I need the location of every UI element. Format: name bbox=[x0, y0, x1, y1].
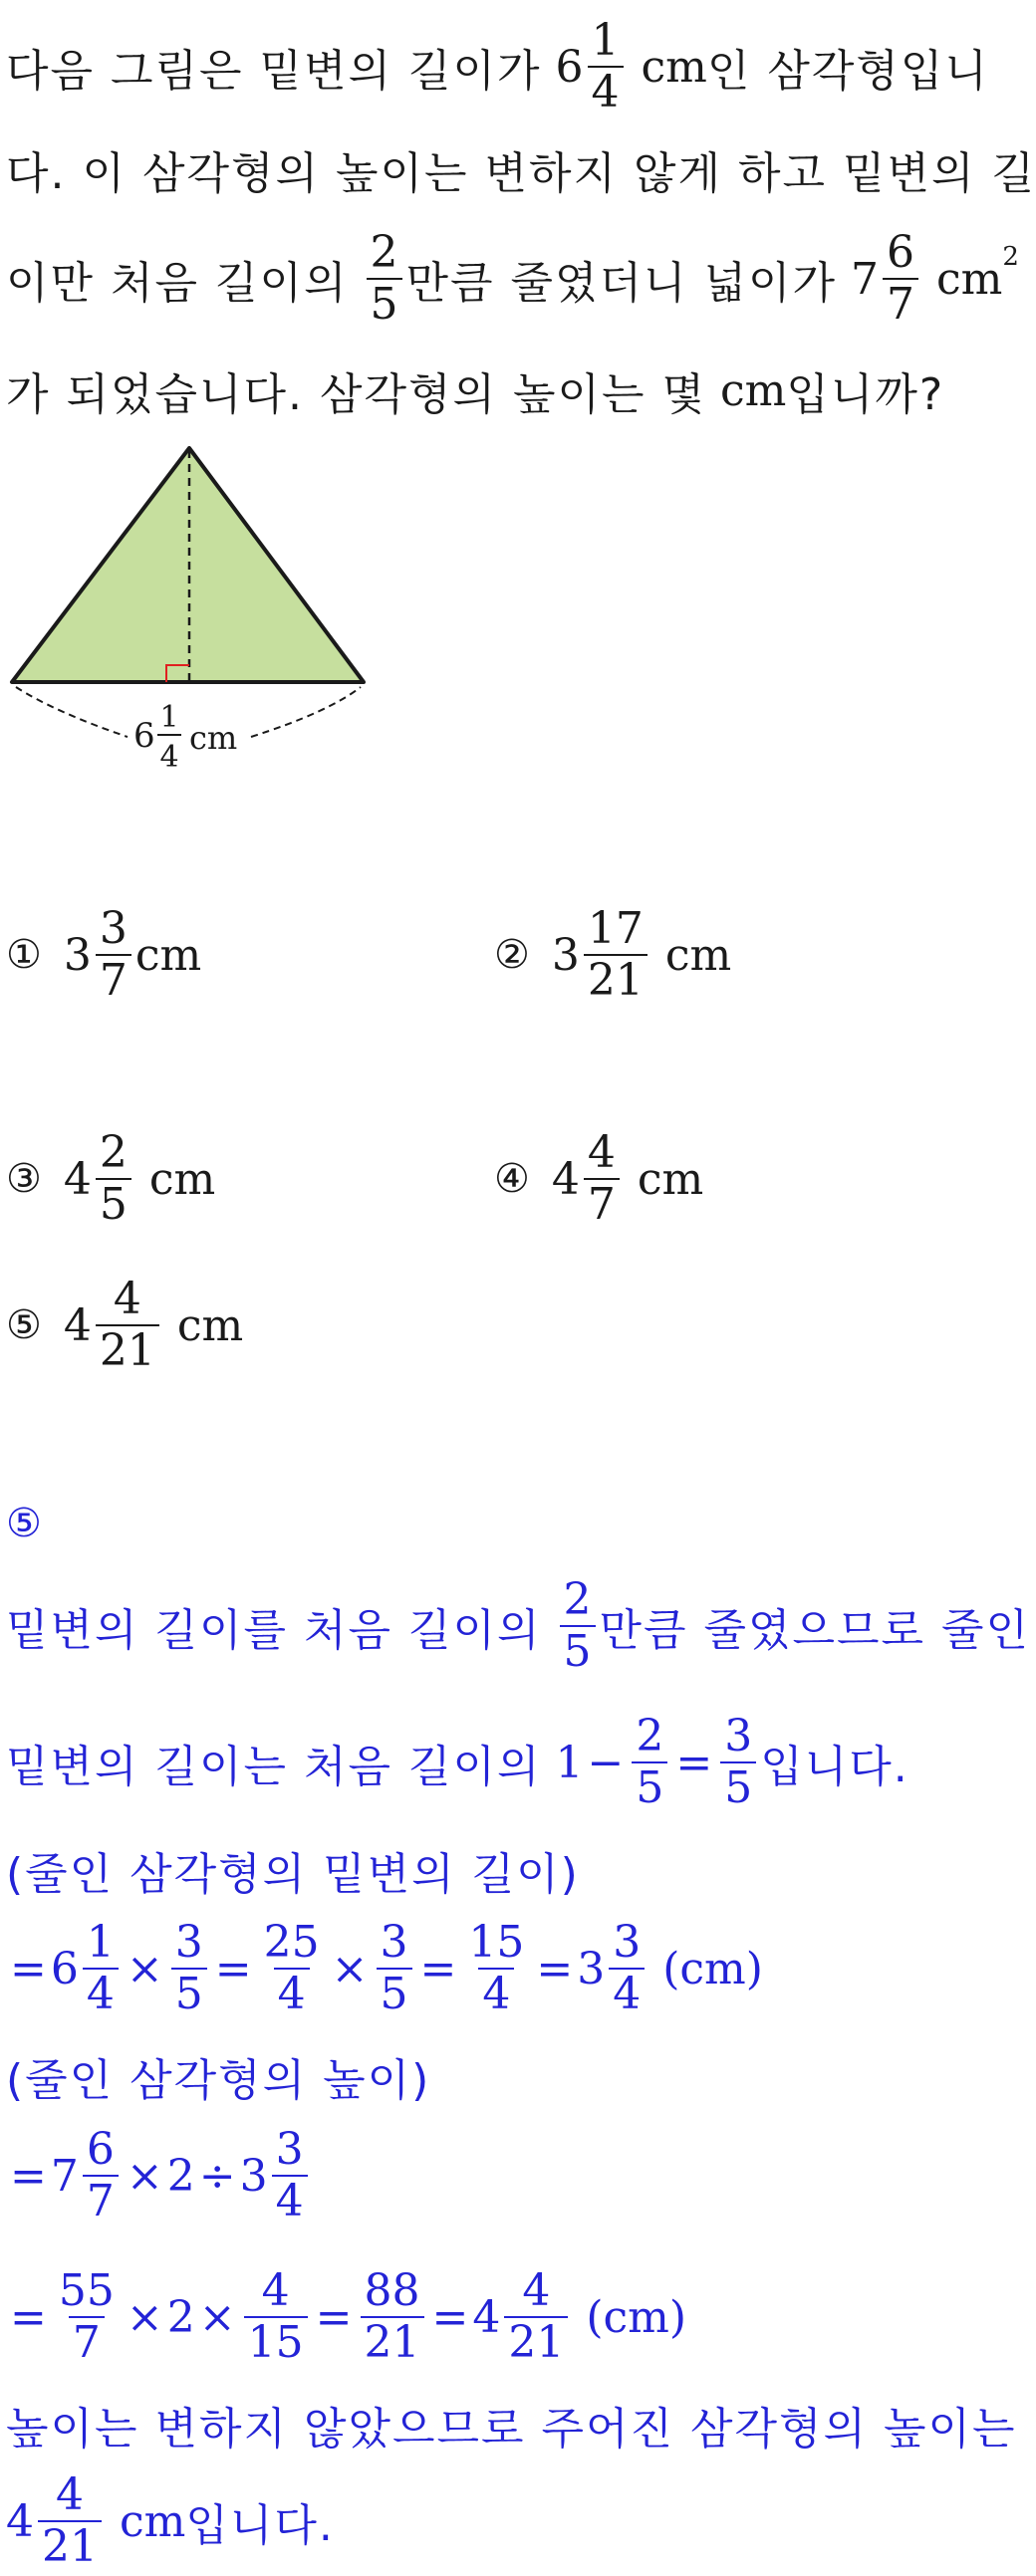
number: 2 bbox=[166, 2150, 195, 2202]
choice-3[interactable] bbox=[6, 1127, 216, 1231]
fraction: $\frac{2}{5}$ bbox=[96, 1130, 131, 1228]
mixed-number-whole: 4 bbox=[63, 1299, 92, 1351]
solution-line-7: = $\frac{55}{7}$ × 2 × $\frac{4}{15}$ = $\frac{88}{21}$ = 4 $\frac{4}{21}$ (cm) bbox=[10, 2264, 687, 2368]
solution-text: 입니다. bbox=[185, 2500, 335, 2551]
number: 4 bbox=[6, 2495, 34, 2547]
solution-line-1 bbox=[6, 1571, 1030, 1681]
question-line-4 bbox=[6, 351, 944, 430]
question-text: 만큼 줄였더니 넓이가 bbox=[405, 258, 838, 309]
solution-text: (줄인 삼각형의 높이) bbox=[6, 2055, 431, 2106]
number: 3 bbox=[239, 2150, 268, 2202]
question-text: 인 삼각형입니 bbox=[706, 46, 989, 97]
fraction: $\frac{2}{5}$ bbox=[632, 1714, 667, 1811]
answer-value: ⑤ bbox=[6, 1501, 42, 1546]
fraction: $\frac{3}{4}$ bbox=[609, 1920, 645, 2017]
superscript: 2 bbox=[1002, 242, 1019, 272]
answer-marker bbox=[6, 1494, 64, 1553]
number: 4 bbox=[472, 2291, 501, 2343]
choice-5[interactable] bbox=[6, 1274, 244, 1377]
base-dimension-right bbox=[251, 687, 361, 737]
question-line-3 bbox=[6, 224, 1019, 334]
fraction: $\frac{6}{7}$ bbox=[83, 2127, 119, 2225]
fraction: $\frac{55}{7}$ bbox=[58, 2264, 115, 2368]
fraction: $\frac{2}{5}$ bbox=[560, 1577, 596, 1675]
number: 6 bbox=[50, 1943, 79, 1994]
unit-cm: cm bbox=[720, 364, 787, 416]
fraction: $\frac{88}{21}$ bbox=[361, 2268, 424, 2366]
choice-1[interactable] bbox=[6, 903, 202, 1007]
base-label-unit: cm bbox=[189, 719, 238, 757]
number: 3 bbox=[577, 1943, 606, 1994]
mixed-number-whole: 3 bbox=[63, 929, 92, 981]
choice-marker: ④ bbox=[494, 1156, 530, 1203]
choice-2[interactable] bbox=[494, 903, 732, 1007]
question-text: 입니까? bbox=[786, 369, 945, 420]
solution-text: (줄인 삼각형의 밑변의 길이) bbox=[6, 1849, 580, 1900]
mixed-number-whole: 3 bbox=[551, 929, 580, 981]
triangle bbox=[12, 448, 364, 682]
unit-cm: cm bbox=[936, 253, 1003, 305]
number: 1 bbox=[555, 1737, 584, 1788]
unit-cm: cm bbox=[637, 1153, 704, 1205]
unit-cm: cm bbox=[176, 1299, 244, 1351]
question-text: 다음 그림은 밑변의 길이가 bbox=[6, 46, 542, 97]
fraction: $\frac{4}{15}$ bbox=[244, 2268, 308, 2366]
question-text: 다. 이 삼각형의 높이는 변하지 않게 하고 밑변의 길 bbox=[6, 148, 1036, 199]
question-line-1 bbox=[6, 12, 989, 121]
solution-text: 입니다. bbox=[760, 1742, 909, 1792]
base-label-whole: 6 bbox=[133, 716, 155, 756]
solution-line-6: = 7 $\frac{6}{7}$ × 2 ÷ 3 $\frac{3}{4}$ bbox=[6, 2121, 312, 2230]
solution-line-5 bbox=[6, 2046, 430, 2106]
solution-line-9 bbox=[6, 2467, 335, 2575]
unit-cm: cm bbox=[134, 929, 202, 981]
mixed-number-whole: 7 bbox=[851, 253, 880, 305]
fraction: $\frac{4}{21}$ bbox=[96, 1277, 159, 1374]
fraction: $\frac{3}{5}$ bbox=[171, 1920, 207, 2017]
number: 2 bbox=[166, 2291, 195, 2343]
choice-4[interactable] bbox=[494, 1127, 704, 1231]
fraction: $\frac{3}{4}$ bbox=[272, 2127, 308, 2225]
fraction: $\frac{4}{7}$ bbox=[584, 1130, 620, 1228]
question-text: 이만 처음 길이의 bbox=[6, 258, 349, 309]
question-line-2 bbox=[6, 129, 1036, 209]
solution-line-2: 밑변의 길이는 처음 길이의 1 − $\frac{2}{5}$ = $\frac{3}{5}$ 입니다. bbox=[6, 1710, 909, 1813]
fraction: $\frac{15}{4}$ bbox=[468, 1916, 525, 2019]
fraction: $\frac{17}{21}$ bbox=[584, 906, 648, 1004]
choice-marker: ② bbox=[494, 932, 530, 979]
base-dimension-left bbox=[16, 687, 128, 737]
fraction: $\frac{3}{5}$ bbox=[377, 1920, 412, 2017]
unit-cm: cm bbox=[120, 2495, 186, 2547]
fraction: $\frac{1}{4}$ bbox=[83, 1920, 119, 2017]
solution-line-4: = 6 $\frac{1}{4}$ × $\frac{3}{5}$ = $\frac{25}{4}$ × $\frac{3}{5}$ = $\frac{15}{4}$ = 3 $\frac{3}{4}$ (cm) bbox=[10, 1916, 763, 2019]
unit-cm: (cm) bbox=[586, 2291, 687, 2343]
unit-cm: cm bbox=[641, 41, 707, 93]
solution-line-8 bbox=[6, 2390, 1017, 2459]
number: 7 bbox=[50, 2150, 79, 2202]
base-label-den: 4 bbox=[159, 740, 179, 775]
question-text: 가 되었습니다. 삼각형의 높이는 몇 bbox=[6, 369, 706, 420]
mixed-number-whole: 4 bbox=[63, 1153, 92, 1205]
mixed-number-whole: 6 bbox=[555, 41, 584, 93]
triangle-figure bbox=[0, 438, 379, 797]
solution-line-3 bbox=[6, 1840, 580, 1900]
solution-text: 만큼 줄였으므로 줄인 bbox=[599, 1605, 1031, 1656]
fraction: $\frac{2}{5}$ bbox=[367, 230, 402, 328]
base-label-num: 1 bbox=[159, 700, 179, 735]
fraction: $\frac{3}{7}$ bbox=[96, 906, 131, 1004]
unit-cm: cm bbox=[148, 1153, 216, 1205]
solution-text: 높이는 변하지 않았으므로 주어진 삼각형의 높이는 bbox=[6, 2404, 1017, 2455]
unit-cm: (cm) bbox=[662, 1943, 763, 1994]
fraction: $\frac{4}{21}$ bbox=[504, 2268, 568, 2366]
unit-cm: cm bbox=[664, 929, 732, 981]
fraction: $\frac{3}{5}$ bbox=[720, 1714, 756, 1811]
choice-marker: ③ bbox=[6, 1156, 42, 1203]
fraction: $\frac{4}{21}$ bbox=[38, 2472, 102, 2570]
solution-text: 밑변의 길이는 처음 길이의 bbox=[6, 1742, 542, 1792]
choice-marker: ⑤ bbox=[6, 1302, 42, 1349]
mixed-number-whole: 4 bbox=[551, 1153, 580, 1205]
fraction: $\frac{6}{7}$ bbox=[883, 230, 918, 328]
fraction: $\frac{25}{4}$ bbox=[263, 1916, 320, 2019]
fraction: $\frac{1}{4}$ bbox=[588, 18, 624, 116]
choice-marker: ① bbox=[6, 932, 42, 979]
solution-text: 밑변의 길이를 처음 길이의 bbox=[6, 1605, 542, 1656]
